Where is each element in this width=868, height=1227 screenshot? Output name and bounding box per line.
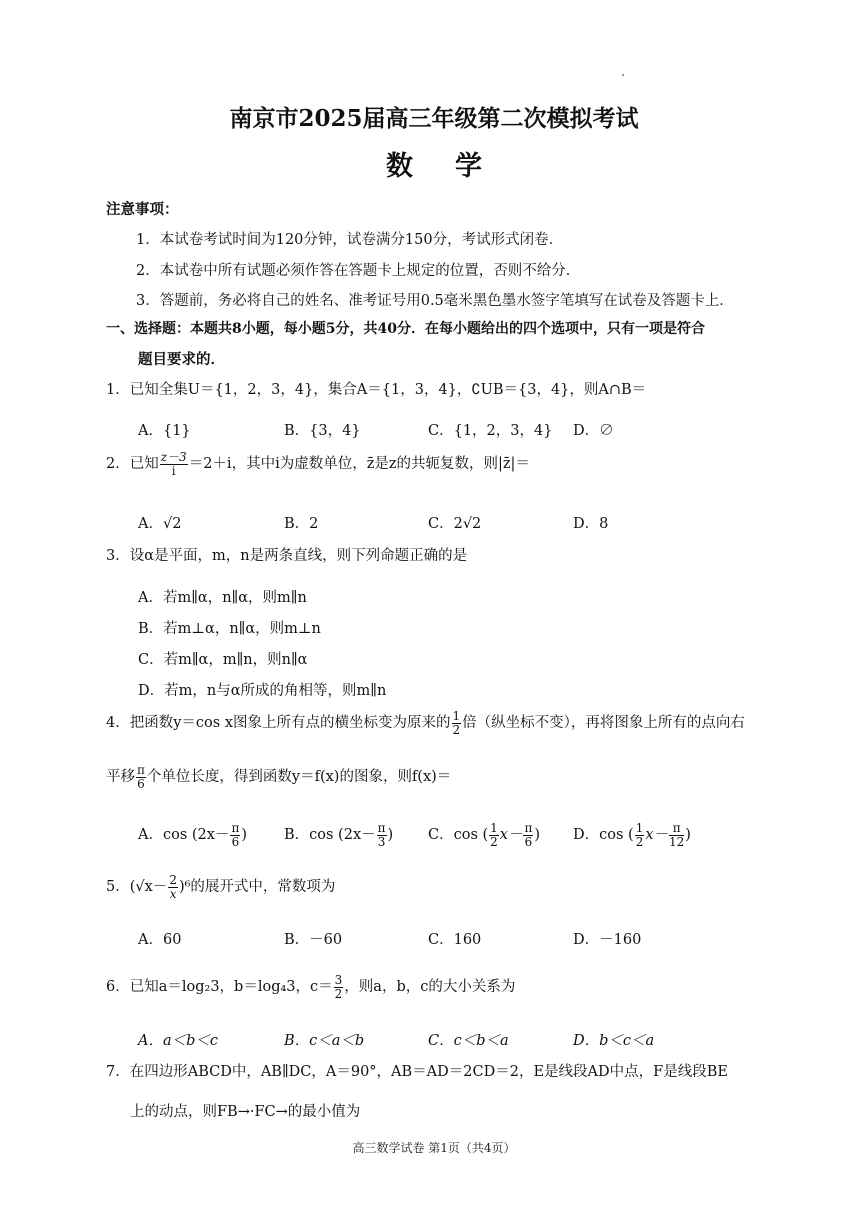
scan-dot: [622, 74, 624, 76]
q1-option-c[interactable]: C．{1，2，3，4}: [428, 423, 553, 439]
q4-d-den: 12: [669, 834, 685, 849]
q6-frac-num: 3: [334, 973, 343, 987]
q4-pi6-fraction: [136, 764, 146, 790]
q4-pi6-num: π: [137, 763, 145, 777]
q4-prefix: 4．把函数y＝cos x图象上所有点的横坐标变为原来的: [106, 715, 451, 732]
q2-frac-num: z－3: [160, 450, 187, 464]
q5-fraction: [168, 874, 178, 900]
notice-item-1: 1．本试卷考试时间为120分钟，试卷满分150分，考试形式闭卷．: [136, 232, 564, 248]
q3-option-d[interactable]: D．若m，n与α所成的角相等，则m∥n: [138, 683, 387, 699]
q2-suffix: ＝2＋i，其中i为虚数单位，z̄是z的共轭复数，则|z̄|＝: [188, 456, 530, 473]
q4-d-tail: ): [685, 827, 691, 844]
q4-suffix: 倍（纵坐标不变），再将图象上所有的点向右: [462, 715, 745, 732]
q6-prefix: 6．已知a＝log₂3，b＝log₄3，c＝: [106, 979, 333, 996]
question-1-stem: 1．已知全集U＝{1，2，3，4}，集合A＝{1，3，4}，∁UB＝{3，4}，则A∩B＝: [106, 382, 647, 398]
q4-option-a[interactable]: [138, 822, 247, 848]
q6-fraction: [334, 974, 344, 1000]
q4-a-tail: ): [241, 827, 247, 844]
q4-a-num: π: [231, 821, 240, 835]
q4-b-den: 3: [377, 834, 386, 849]
q4-d-num: π: [669, 822, 684, 836]
q3-option-b[interactable]: B．若m⊥α，n∥α，则m⊥n: [138, 621, 321, 637]
q4-d-label: D．cos (: [573, 827, 634, 844]
q4-option-c[interactable]: [428, 822, 540, 848]
q4-b-num: π: [377, 821, 386, 835]
q5-option-a[interactable]: A．60: [138, 932, 182, 948]
q4-c-num: π: [524, 821, 533, 835]
q2-option-b[interactable]: B．2: [284, 516, 319, 532]
q2-fraction: [160, 451, 188, 477]
q4-option-b[interactable]: [284, 822, 393, 848]
q4-b-label: B．cos (2x－: [284, 827, 376, 844]
q6-option-a[interactable]: A．a＜b＜c: [138, 1033, 219, 1049]
question-4-stem: [106, 710, 745, 736]
q5-prefix: 5．(√x－: [106, 879, 168, 896]
q4-a-den: 6: [231, 834, 240, 849]
q4-d-mid: x－: [645, 827, 669, 844]
q2-option-d[interactable]: D．8: [573, 516, 609, 532]
q6-suffix: ，则a，b，c的大小关系为: [344, 979, 516, 996]
question-4-stem-line2: [106, 764, 451, 790]
q1-option-a[interactable]: A．{1}: [138, 423, 191, 439]
q3-option-c[interactable]: C．若m∥α，m∥n，则n∥α: [138, 652, 308, 668]
q4-half-num: 1: [452, 709, 461, 723]
q4-half-fraction: [452, 710, 462, 736]
q4-option-d[interactable]: [573, 822, 691, 848]
q5-option-c[interactable]: C．160: [428, 932, 482, 948]
q2-prefix: 2．已知: [106, 456, 159, 473]
q5-frac-den: x: [169, 886, 177, 901]
notice-heading: 注意事项：: [106, 201, 179, 218]
q4-c-den: 6: [524, 834, 533, 849]
subject-title: 数学: [386, 151, 524, 182]
q4-c-label: C．cos (: [428, 827, 489, 844]
q4-half-den: 2: [452, 722, 461, 737]
q1-option-b[interactable]: B．{3，4}: [284, 423, 361, 439]
q4-c-mid: x－: [499, 827, 523, 844]
notice-item-2: 2．本试卷中所有试题必须作答在答题卡上规定的位置，否则不给分．: [136, 263, 581, 279]
question-3-stem: 3．设α是平面，m，n是两条直线，则下列命题正确的是: [106, 548, 468, 564]
q2-option-c[interactable]: C．2√2: [428, 516, 482, 532]
q5-option-d[interactable]: D．－160: [573, 932, 642, 948]
q5-option-b[interactable]: B．－60: [284, 932, 343, 948]
page-footer: 高三数学试卷 第1页（共4页）: [352, 1141, 516, 1155]
q4-c-pre-num: 1: [490, 821, 498, 835]
q5-suffix: )⁶的展开式中，常数项为: [178, 879, 336, 896]
q4-b-tail: ): [387, 827, 394, 844]
q4-line2-suffix: 个单位长度，得到函数y＝f(x)的图象，则f(x)＝: [146, 769, 452, 786]
q4-d-pre-num: 1: [635, 821, 644, 835]
q2-option-a[interactable]: A．√2: [138, 516, 182, 532]
q6-frac-den: 2: [334, 986, 343, 1001]
q4-c-pre-den: 2: [490, 834, 498, 849]
question-5-stem: [106, 874, 335, 900]
question-7-stem: 7．在四边形ABCD中，AB∥DC，A＝90°，AB＝AD＝2CD＝2，E是线段AD中点，F是线段BE: [106, 1064, 728, 1080]
q1-option-d[interactable]: D．∅: [573, 423, 614, 439]
section1-heading: 一、选择题：本题共8小题，每小题5分，共40分．在每小题给出的四个选项中，只有一项是符合: [106, 321, 705, 337]
q6-option-c[interactable]: C．c＜b＜a: [428, 1033, 509, 1049]
q4-c-tail: ): [534, 827, 541, 844]
question-6-stem: [106, 974, 515, 1000]
q6-option-d[interactable]: D．b＜c＜a: [573, 1033, 655, 1049]
q4-d-pre-den: 2: [635, 834, 644, 849]
q3-option-a[interactable]: A．若m∥α，n∥α，则m∥n: [138, 590, 307, 606]
question-7-stem-line2: 上的动点，则FB→·FC→的最小值为: [130, 1104, 361, 1120]
question-2-stem: [106, 451, 530, 477]
q4-a-label: A．cos (2x－: [138, 827, 230, 844]
notice-item-3: 3．答题前，务必将自己的姓名、准考证号用0.5毫米黑色墨水签字笔填写在试卷及答题卡上．: [136, 293, 734, 309]
q4-line2-prefix: 平移: [106, 769, 135, 786]
section1-heading-cont: 题目要求的．: [138, 351, 225, 368]
exam-title: 南京市2025届高三年级第二次模拟考试: [229, 105, 639, 132]
q2-frac-den: i: [171, 463, 176, 478]
q6-option-b[interactable]: B．c＜a＜b: [284, 1033, 365, 1049]
q5-frac-num: 2: [169, 873, 177, 887]
q4-pi6-den: 6: [137, 776, 145, 791]
